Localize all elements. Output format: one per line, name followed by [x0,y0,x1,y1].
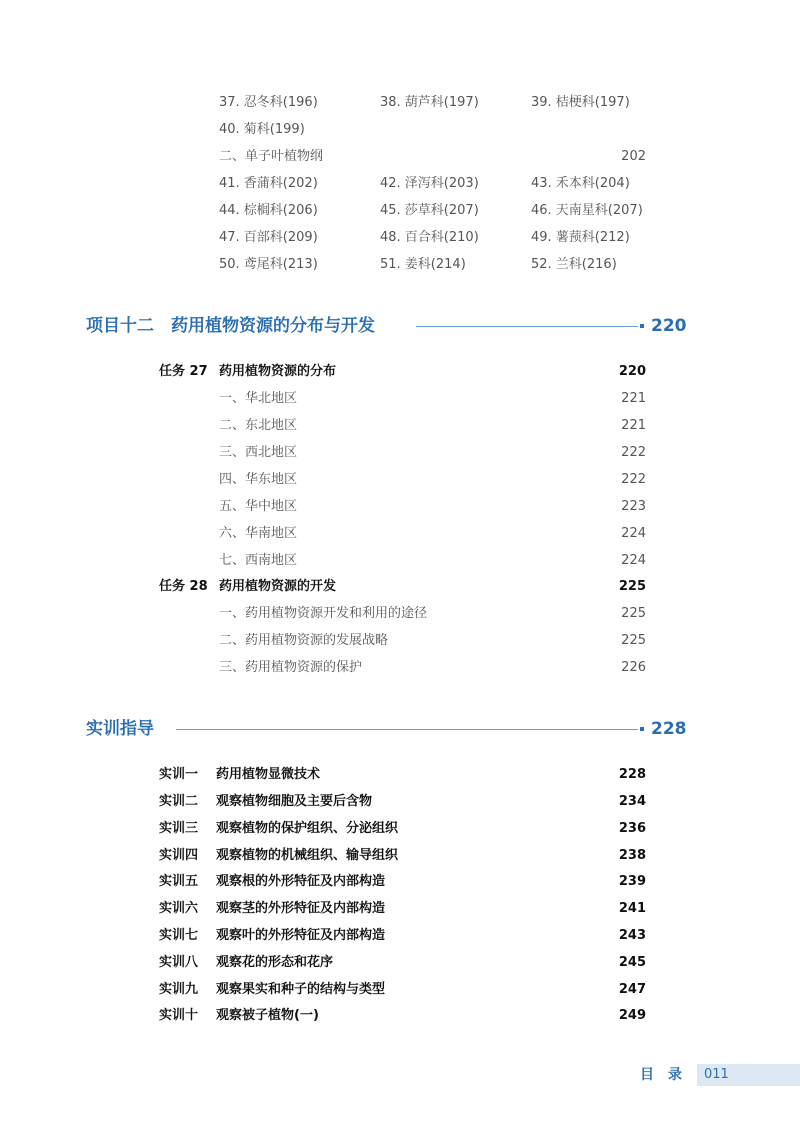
toc-subitem[interactable]: 四、华东地区 [219,472,298,487]
training-title[interactable]: 观察被子植物(一) [216,1008,319,1023]
toc-page-number: 243 [618,928,646,943]
toc-page-number: 221 [621,391,646,406]
toc-subitem[interactable]: 五、华中地区 [219,499,298,514]
training-title[interactable]: 观察植物细胞及主要后含物 [216,794,373,809]
toc-family-item[interactable]: 42. 泽泻科(203) [380,176,479,191]
toc-page-number: 225 [621,606,646,621]
training-title[interactable]: 观察植物的机械组织、输导组织 [216,848,399,863]
toc-family-item[interactable]: 50. 鸢尾科(213) [219,257,318,272]
toc-page-number: 222 [621,445,646,460]
toc-subitem[interactable]: 三、药用植物资源的保护 [219,660,363,675]
toc-page-number: 245 [618,955,646,970]
section-page-number: 220 [651,316,687,336]
toc-subitem[interactable]: 二、东北地区 [219,418,298,433]
toc-page-number: 225 [621,633,646,648]
training-title[interactable]: 观察花的形态和花序 [216,955,334,970]
toc-page-number: 247 [618,982,646,997]
toc-family-item[interactable]: 43. 禾本科(204) [531,176,630,191]
toc-family-item[interactable]: 51. 姜科(214) [380,257,466,272]
training-title[interactable]: 观察植物的保护组织、分泌组织 [216,821,399,836]
toc-family-item[interactable]: 49. 薯蓣科(212) [531,230,630,245]
toc-page-number: 238 [618,848,646,863]
toc-family-item[interactable]: 40. 菊科(199) [219,122,305,137]
task-label: 任务 27 [159,364,208,379]
training-label: 实训五 [159,874,199,889]
toc-page-number: 225 [618,579,646,594]
toc-subitem[interactable]: 七、西南地区 [219,553,298,568]
toc-family-item[interactable]: 39. 桔梗科(197) [531,95,630,110]
training-title[interactable]: 观察果实和种子的结构与类型 [216,982,386,997]
toc-page-number: 226 [621,660,646,675]
training-title[interactable]: 观察茎的外形特征及内部构造 [216,901,386,916]
section-page-number: 228 [651,719,687,739]
training-label: 实训二 [159,794,199,809]
training-label: 实训一 [159,767,199,782]
toc-page-number: 221 [621,418,646,433]
toc-page-number: 220 [618,364,646,379]
training-label: 实训七 [159,928,199,943]
toc-page-number: 239 [618,874,646,889]
training-title[interactable]: 药用植物显微技术 [216,767,321,782]
section-title[interactable]: 项目十二 药用植物资源的分布与开发 [86,316,375,336]
task-title[interactable]: 药用植物资源的分布 [219,364,337,379]
toc-subitem[interactable]: 三、西北地区 [219,445,298,460]
toc-family-item[interactable]: 48. 百合科(210) [380,230,479,245]
training-label: 实训六 [159,901,199,916]
toc-subitem[interactable]: 一、华北地区 [219,391,298,406]
training-title[interactable]: 观察根的外形特征及内部构造 [216,874,386,889]
training-label: 实训十 [159,1008,199,1023]
toc-page-number: 222 [621,472,646,487]
toc-family-item[interactable]: 47. 百部科(209) [219,230,318,245]
toc-page-number: 228 [618,767,646,782]
task-title[interactable]: 药用植物资源的开发 [219,579,337,594]
toc-page-number: 234 [618,794,646,809]
toc-subitem[interactable]: 一、药用植物资源开发和利用的途径 [219,606,428,621]
toc-page-number: 249 [618,1008,646,1023]
footer-page-number: 011 [704,1067,729,1082]
training-label: 实训四 [159,848,199,863]
toc-family-item[interactable]: 52. 兰科(216) [531,257,617,272]
training-label: 实训九 [159,982,199,997]
training-label: 实训三 [159,821,199,836]
section-title[interactable]: 实训指导 [86,719,154,739]
section-leader-line [416,326,638,327]
task-label: 任务 28 [159,579,208,594]
footer-label: 目录 [640,1067,696,1083]
toc-family-item[interactable]: 45. 莎草科(207) [380,203,479,218]
toc-subitem[interactable]: 二、药用植物资源的发展战略 [219,633,389,648]
training-label: 实训八 [159,955,199,970]
section-leader-dot [640,727,644,731]
toc-page-number: 223 [621,499,646,514]
toc-subitem[interactable]: 六、华南地区 [219,526,298,541]
toc-family-item[interactable]: 38. 葫芦科(197) [380,95,479,110]
section-leader-line [176,729,638,730]
section-leader-dot [640,324,644,328]
toc-page-number: 224 [621,553,646,568]
toc-class-heading[interactable]: 二、单子叶植物纲 [219,149,324,164]
toc-page-number: 241 [618,901,646,916]
toc-page-number: 202 [621,149,646,164]
training-title[interactable]: 观察叶的外形特征及内部构造 [216,928,386,943]
toc-family-item[interactable]: 44. 棕榈科(206) [219,203,318,218]
toc-page-number: 224 [621,526,646,541]
toc-family-item[interactable]: 41. 香蒲科(202) [219,176,318,191]
toc-family-item[interactable]: 37. 忍冬科(196) [219,95,318,110]
toc-family-item[interactable]: 46. 天南星科(207) [531,203,643,218]
toc-page-number: 236 [618,821,646,836]
